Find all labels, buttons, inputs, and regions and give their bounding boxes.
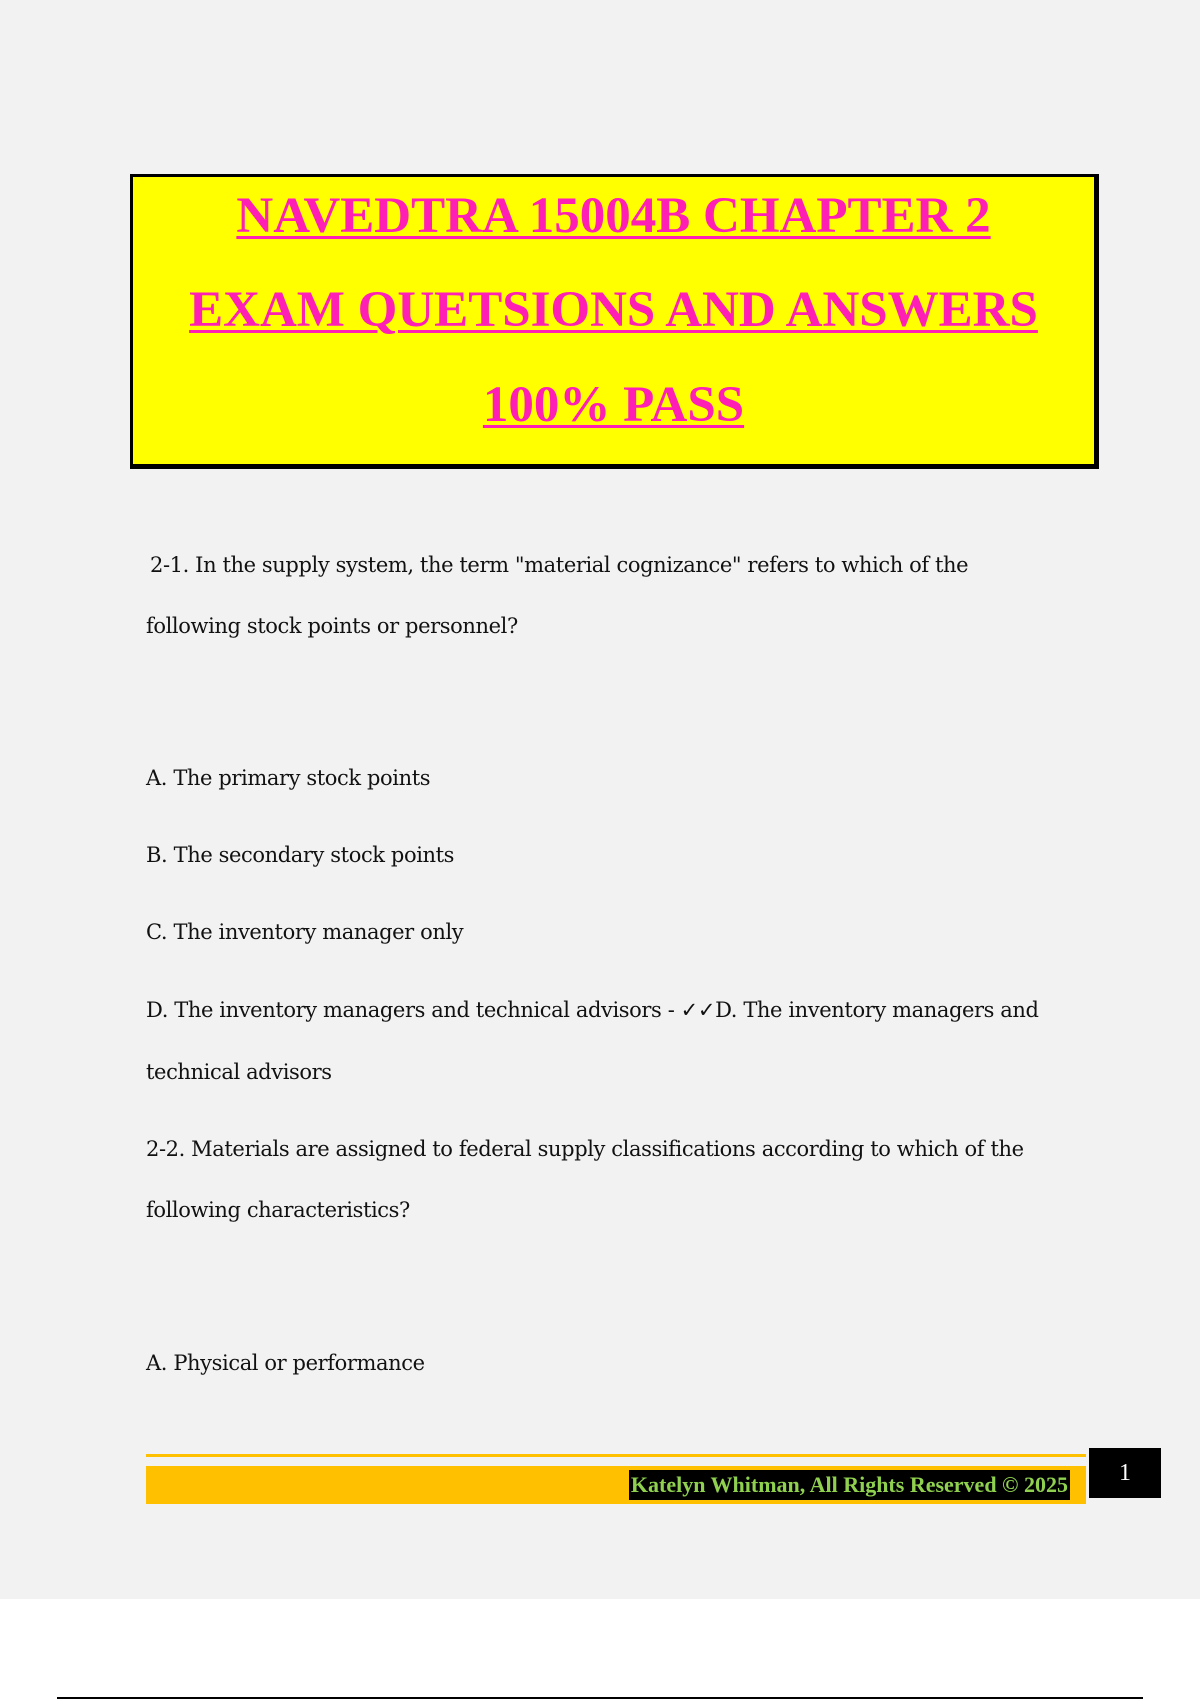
question-1-option-d-line-2: technical advisors [146,1060,332,1084]
question-1-option-a: A. The primary stock points [146,766,431,790]
question-2-option-a: A. Physical or performance [146,1351,425,1375]
footer-rule [146,1454,1086,1457]
page-number: 1 [1089,1448,1161,1498]
footer-bar [146,1466,1086,1504]
question-1-option-b: B. The secondary stock points [146,843,455,867]
title-line-1: NAVEDTRA 15004B CHAPTER 2 [236,188,991,244]
question-1-option-d-line-1: D. The inventory managers and technical advisors - ✓✓D. The inventory managers and [146,998,1039,1022]
question-2-text-line-2: following characteristics? [146,1198,410,1222]
title-box [130,174,1099,469]
question-1-text-line-1: 2-1. In the supply system, the term "material cognizance" refers to which of the [150,553,969,577]
title-line-3: 100% PASS [482,377,745,433]
question-2-text-line-1: 2-2. Materials are assigned to federal supply classifications according to which of the [146,1137,1024,1161]
question-1-text-line-2: following stock points or personnel? [146,614,518,638]
next-page-divider [57,1697,1143,1699]
footer-copyright: Katelyn Whitman, All Rights Reserved © 2025 [629,1470,1070,1500]
title-line-2: EXAM QUETSIONS AND ANSWERS [189,282,1038,338]
question-1-option-c: C. The inventory manager only [146,920,464,944]
